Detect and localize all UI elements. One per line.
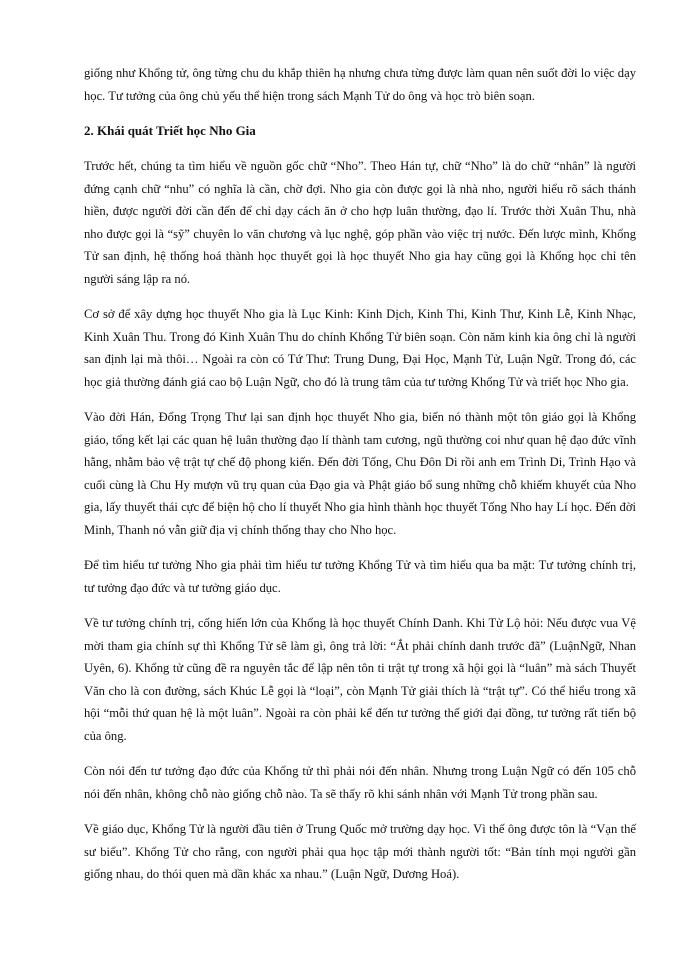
- section-heading: 2. Khái quát Triết học Nho Gia: [84, 123, 256, 138]
- paragraph-three-aspects: Để tìm hiểu tư tưởng Nho gia phải tìm hiểu tư tưởng Khổng Tử và tìm hiểu qua ba mặt: Tư tưởng chính trị, tư tưởng đạo đức và tư tưởng giáo dục.: [84, 558, 636, 595]
- paragraph-luc-kinh: Cơ sở để xây dựng học thuyết Nho gia là Lục Kinh: Kinh Dịch, Kinh Thi, Kinh Thư, Kinh Lễ, Kinh Nhạc, Kinh Xuân Thu. Trong đó Kinh Xuân Thu do chính Khổng Tử biên soạn. Còn năm kinh kia ông chỉ là người san định lại mà thôi… Ngoài ra còn có Tứ Thư: Trung Dung, Đại Học, Mạnh Tử, Luận Ngữ. Trong đó, các học giả thường đánh giá cao bộ Luận Ngữ, cho đó là trung tâm của tư tưởng Khổng Tử và triết học Nho gia.: [84, 307, 636, 389]
- paragraph-han-dynasty: Vào đời Hán, Đổng Trọng Thư lại san định học thuyết Nho gia, biến nó thành một tôn giáo gọi là Khổng giáo, tổng kết lại các quan hệ luân thường đạo lí thành tam cương, ngũ thường coi như quan hệ đạo đức vĩnh hằng, nhằm bảo vệ trật tự chế độ phong kiến. Đến đời Tống, Chu Đôn Di rồi anh em Trình Di, Trình Hạo và cuối cùng là Chu Hy mượn vũ trụ quan của Đạo gia và Phật giáo bổ sung những chỗ khiếm khuyết của Nho gia, lấy thuyết thái cực để biện hộ cho lí thuyết Nho gia hình thành học thuyết Tống Nho hay Lí học. Đến đời Minh, Thanh nó vẫn giữ địa vị chính thống thay cho Nho học.: [84, 410, 636, 537]
- paragraph-political-thought: Về tư tưởng chính trị, cống hiến lớn của Khổng là học thuyết Chính Danh. Khi Tử Lộ hỏi: Nếu được vua Vệ mời tham gia chính sự thì Khổng Tử sẽ làm gì, ông trả lời: “Ắt phải chính danh trước đã” (LuậnNgữ, Nhan Uyên, 6). Khổng tử cũng đề ra nguyên tắc để lập nên tôn ti trật tự trong xã hội gọi là “luân” mà sách Thuyết Văn cho là con đường, sách Khúc Lễ gọi là “loại”, còn Mạnh Tử giải thích là “trật tự”. Có thể hiểu trong xã hội “mỗi thứ quan hệ là một luân”. Ngoài ra còn phải kể đến tư tưởng thế giới đại đồng, tư tưởng rất tiến bộ của ông.: [84, 616, 636, 743]
- paragraph-origin-of-nho: Trước hết, chúng ta tìm hiểu về nguồn gốc chữ “Nho”. Theo Hán tự, chữ “Nho” là do chữ “nhân” là người đứng cạnh chữ “nhu” có nghĩa là cần, chờ đợi. Nho gia còn được gọi là nhà nho, người hiểu rõ sách thánh hiền, được người đời cần đến để chỉ dạy cách ăn ở cho hợp luân thường, đạo lí. Trước thời Xuân Thu, nhà nho được gọi là “sỹ” chuyên lo văn chương và lục nghệ, góp phần vào việc trị nước. Đến lược mình, Khổng Tử san định, hệ thống hoá thành học thuyết gọi là học thuyết Nho gia hay cũng gọi là Khổng học chỉ tên người sáng lập ra nó.: [84, 159, 636, 286]
- paragraph-moral-thought: Còn nói đến tư tưởng đạo đức của Khổng tử thì phải nói đến nhân. Nhưng trong Luận Ngữ có đến 105 chỗ nói đến nhân, không chỗ nào giống chỗ nào. Ta sẽ thấy rõ khi sánh nhân với Mạnh Tử trong phần sau.: [84, 764, 636, 801]
- paragraph-continued: giống như Khổng tử, ông từng chu du khắp thiên hạ nhưng chưa từng được làm quan nên suốt đời lo việc dạy học. Tư tưởng của ông chủ yếu thể hiện trong sách Mạnh Tử do ông và học trò biên soạn.: [84, 66, 636, 103]
- paragraph-education: Về giáo dục, Khổng Tử là người đầu tiên ở Trung Quốc mở trường dạy học. Vì thế ông được tôn là “Vạn thế sư biểu”. Khổng Tử cho rằng, con người phải qua học tập mới thành người tốt: “Bản tính mọi người gần giống nhau, do thói quen mà dần khác xa nhau.” (Luận Ngữ, Dương Hoá).: [84, 822, 636, 881]
